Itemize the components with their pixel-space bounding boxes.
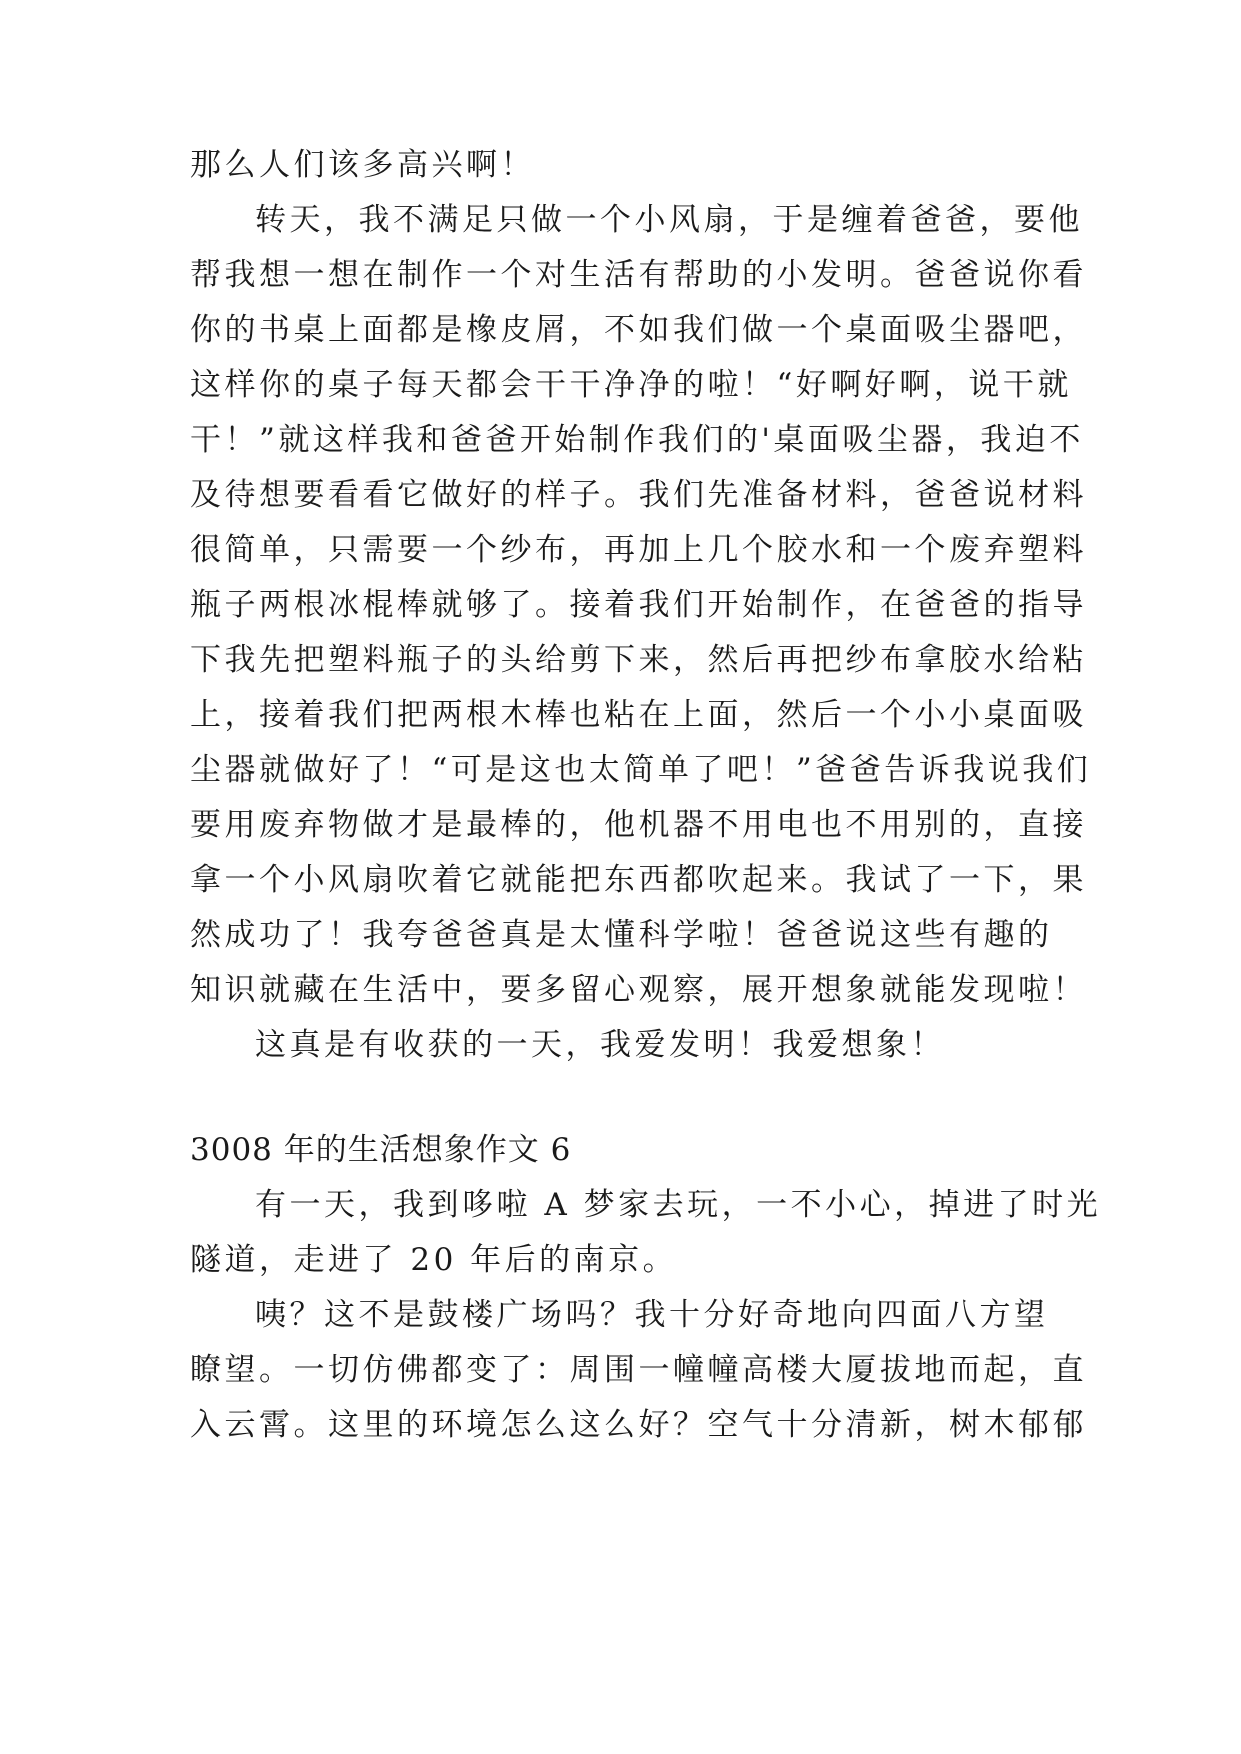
paragraph-line: 要用废弃物做才是最棒的，他机器不用电也不用别的，直接 (190, 807, 1087, 843)
paragraph-line: 然成功了！我夸爸爸真是太懂科学啦！爸爸说这些有趣的 (190, 917, 1053, 953)
paragraph-line: 瓶子两根冰棍棒就够了。接着我们开始制作，在爸爸的指导 (190, 587, 1087, 623)
paragraph-line: 转天，我不满足只做一个小风扇，于是缠着爸爸，要他 (255, 202, 1083, 238)
paragraph-line: 咦？这不是鼓楼广场吗？我十分好奇地向四面八方望 (255, 1297, 1049, 1333)
paragraph-line: 干！”就这样我和爸爸开始制作我们的'桌面吸尘器，我迫不 (190, 422, 1084, 458)
section-title: 3008 年的生活想象作文 6 (190, 1132, 572, 1168)
paragraph-line: 很简单，只需要一个纱布，再加上几个胶水和一个废弃塑料 (190, 532, 1087, 568)
paragraph-line: 上，接着我们把两根木棒也粘在上面，然后一个小小桌面吸 (190, 697, 1087, 733)
paragraph-line: 下我先把塑料瓶子的头给剪下来，然后再把纱布拿胶水给粘 (190, 642, 1087, 678)
paragraph-line: 这真是有收获的一天，我爱发明！我爱想象！ (255, 1027, 945, 1063)
paragraph-line: 拿一个小风扇吹着它就能把东西都吹起来。我试了一下，果 (190, 862, 1087, 898)
paragraph-line: 入云霄。这里的环境怎么这么好？空气十分清新，树木郁郁 (190, 1407, 1087, 1443)
paragraph-line: 及待想要看看它做好的样子。我们先准备材料，爸爸说材料 (190, 477, 1087, 513)
paragraph-line: 知识就藏在生活中，要多留心观察，展开想象就能发现啦！ (190, 972, 1087, 1008)
paragraph-line: 瞭望。一切仿佛都变了：周围一幢幢高楼大厦拔地而起，直 (190, 1352, 1087, 1388)
paragraph-line: 隧道，走进了 20 年后的南京。 (190, 1242, 678, 1278)
paragraph-line: 你的书桌上面都是橡皮屑，不如我们做一个桌面吸尘器吧， (190, 312, 1087, 348)
paragraph-line: 帮我想一想在制作一个对生活有帮助的小发明。爸爸说你看 (190, 257, 1087, 293)
paragraph-line: 那么人们该多高兴啊！ (190, 147, 535, 183)
paragraph-line: 有一天，我到哆啦 A 梦家去玩，一不小心，掉进了时光 (255, 1187, 1102, 1223)
paragraph-line: 尘器就做好了！“可是这也太简单了吧！”爸爸告诉我说我们 (190, 752, 1092, 788)
paragraph-line: 这样你的桌子每天都会干干净净的啦！“好啊好啊，说干就 (190, 367, 1072, 403)
